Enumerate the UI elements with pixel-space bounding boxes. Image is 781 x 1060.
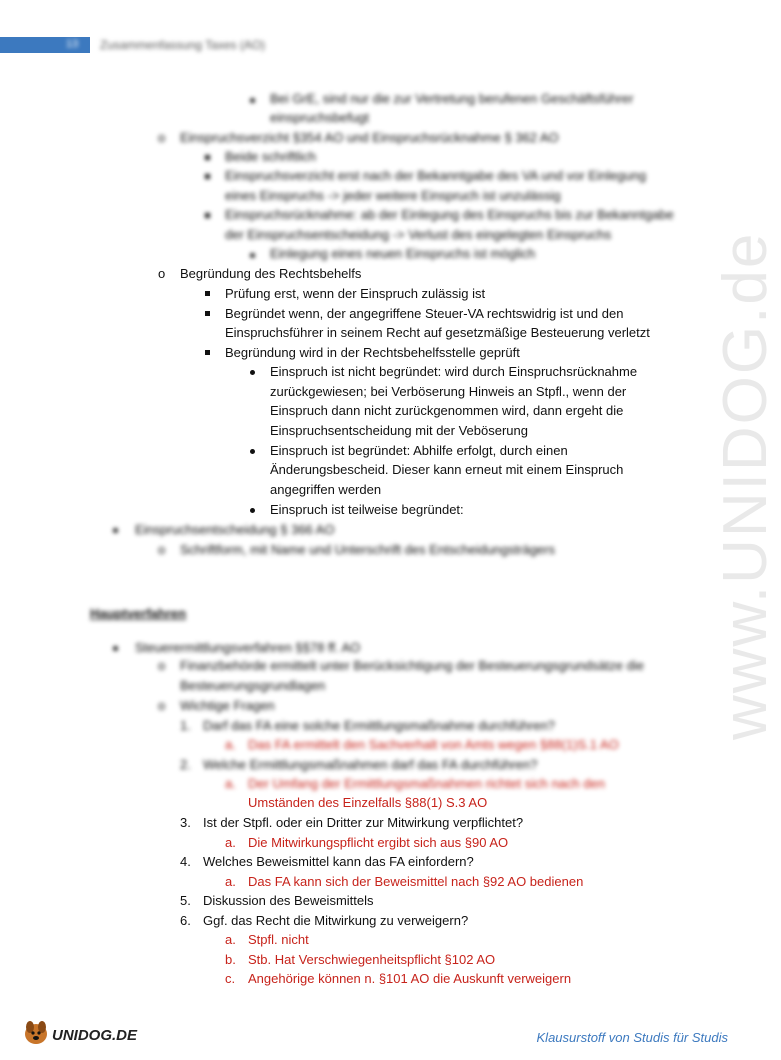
text-line: Bei GrE, sind nur die zur Vertretung berufenen Geschäftsführer (270, 91, 634, 106)
text-line: Umständen des Einzelfalls §88(1) S.3 AO (248, 795, 488, 810)
section-heading: Begründung des Rechtsbehelfs (180, 266, 362, 281)
bullet-square (205, 291, 210, 296)
bullet-square (205, 213, 210, 218)
text-line: Einspruch ist nicht begründet: wird durch Einspruchsrücknahme (270, 364, 638, 379)
text-line: Der Umfang der Ermittlungsmaßnahmen richtet sich nach den (248, 776, 605, 791)
text-line: Prüfung erst, wenn der Einspruch zulässig ist (225, 286, 486, 301)
answer-text: Stb. Hat Verschwiegenheitspflicht §102 AO (248, 952, 496, 967)
unidog-logo (22, 1016, 152, 1048)
bullet-dot (250, 98, 255, 103)
watermark: www.UNIDOG.de (711, 231, 780, 740)
text-line: Einspruch ist teilweise begründet: (270, 502, 464, 517)
text-line: Begründet wenn, der angegriffene Steuer-VA rechtswidrig ist und den (225, 306, 624, 321)
bullet-square (205, 174, 210, 179)
bullet-square (205, 155, 210, 160)
bullet-circle: o (158, 542, 166, 557)
bullet-square (205, 311, 210, 316)
answer-text: Stpfl. nicht (248, 932, 309, 947)
text-line: der Einspruchsentscheidung -> Verlust des eingelegten Einspruchs (225, 227, 612, 242)
text-line: Steuerermittlungsverfahren §§78 ff. AO (135, 640, 361, 655)
footer-slogan: Klausurstoff von Studis für Studis (536, 1030, 728, 1045)
list-letter: a. (225, 737, 236, 752)
list-number: 4. (180, 854, 191, 869)
text-line: Begründung wird in der Rechtsbehelfsstelle geprüft (225, 345, 520, 360)
question-text: Ggf. das Recht die Mitwirkung zu verweigern? (203, 913, 469, 928)
question-text: Ist der Stpfl. oder ein Dritter zur Mitwirkung verpflichtet? (203, 815, 524, 830)
list-letter: c. (225, 971, 236, 986)
bullet-dot (250, 253, 255, 258)
bullet-dot (113, 528, 118, 533)
bullet-dot (250, 370, 255, 375)
bullet-dot (113, 646, 118, 651)
bullet-circle: o (158, 266, 166, 281)
text-line: Einspruchsverzicht erst nach der Bekanntgabe des VA und vor Einlegung (225, 168, 647, 183)
bullet-square (205, 350, 210, 355)
bullet-circle: o (158, 130, 166, 145)
list-letter: b. (225, 952, 236, 967)
text-line: Darf das FA eine solche Ermittlungsmaßnahme durchführen? (203, 718, 555, 733)
list-number: 2. (180, 757, 191, 772)
list-number: 6. (180, 913, 191, 928)
bullet-dot (250, 508, 255, 513)
text-line: Einspruchsrücknahme: ab der Einlegung des Einspruchs bis zur Bekanntgabe (225, 207, 674, 222)
text-line: Einspruchsentscheidung § 366 AO (135, 522, 335, 537)
dog-icon (22, 1016, 152, 1048)
list-letter: a. (225, 874, 236, 889)
list-number: 3. (180, 815, 191, 830)
text-line: Änderungsbescheid. Dieser kann erneut mit einem Einspruch (270, 462, 624, 477)
text-line: Beide schriftlich (225, 149, 317, 164)
logo-text: UNIDOG.DE (52, 1027, 138, 1044)
text-line: Wichtige Fragen (180, 698, 275, 713)
bullet-circle: o (158, 698, 166, 713)
text-line: Einlegung eines neuen Einspruchs ist möglich (270, 246, 536, 261)
text-line: Einspruchsführer in seinem Recht auf gesetzmäßige Besteuerung verletzt (225, 325, 650, 340)
question-text: Diskussion des Beweismittels (203, 893, 374, 908)
text-line: Das FA ermittelt den Sachverhalt von Amts wegen §88(1)S.1 AO (248, 737, 619, 752)
list-letter: a. (225, 835, 236, 850)
text-line: angegriffen werden (270, 482, 382, 497)
list-number: 1. (180, 718, 191, 733)
text-line: Einspruchsverzicht §354 AO und Einspruchsrücknahme § 362 AO (180, 130, 559, 145)
text-line: Einspruch dann nicht zurückgenommen wird, dann ergeht die (270, 403, 624, 418)
page-number: 13 (66, 38, 79, 50)
bullet-dot (250, 449, 255, 454)
list-number: 5. (180, 893, 191, 908)
text-line: Einspruch ist begründet: Abhilfe erfolgt, durch einen (270, 443, 568, 458)
text-line: einspruchsbefugt (270, 110, 370, 125)
text-line: Besteuerungsgrundlagen (180, 678, 326, 693)
text-line: Welche Ermittlungsmaßnahmen darf das FA durchführen? (203, 757, 538, 772)
header-title: Zusammenfassung Taxes (AO) (100, 38, 266, 52)
question-text: Welches Beweismittel kann das FA einfordern? (203, 854, 474, 869)
text-line: Einspruchsentscheidung mit der Veböserung (270, 423, 528, 438)
list-letter: a. (225, 932, 236, 947)
text-line: Finanzbehörde ermittelt unter Berücksichtigung der Besteuerungsgrundsätze die (180, 658, 644, 673)
section-title: Hauptverfahren (90, 606, 187, 621)
answer-text: Die Mitwirkungspflicht ergibt sich aus §90 AO (248, 835, 509, 850)
list-letter: a. (225, 776, 236, 791)
text-line: Schriftform, mit Name und Unterschrift des Entscheidungsträgers (180, 542, 555, 557)
text-line: eines Einspruchs -> jeder weitere Einspruch ist unzulässig (225, 188, 561, 203)
answer-text: Angehörige können n. §101 AO die Auskunft verweigern (248, 971, 572, 986)
bullet-circle: o (158, 658, 166, 673)
text-line: zurückgewiesen; bei Verböserung Hinweis an Stpfl., wenn der (270, 384, 627, 399)
answer-text: Das FA kann sich der Beweismittel nach §92 AO bedienen (248, 874, 584, 889)
